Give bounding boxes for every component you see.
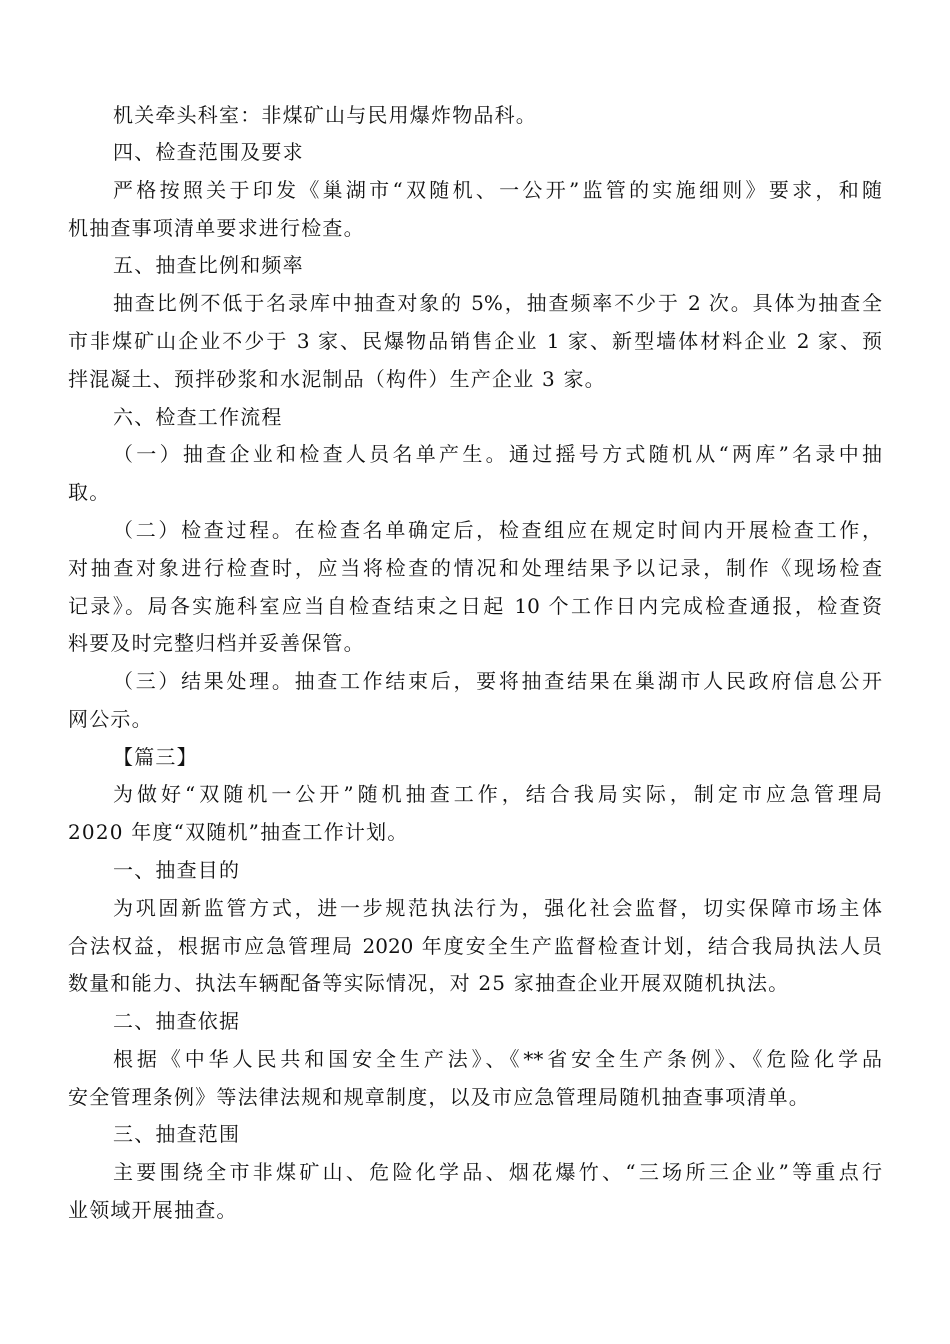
text-line: 主要围绕全市非煤矿山、危险化学品、烟花爆竹、“三场所三企业”等重点行 — [113, 1160, 882, 1184]
text-line: 为做好“双随机一公开”随机抽查工作，结合我局实际，制定市应急管理局 — [113, 782, 882, 806]
section-heading: 四、检查范围及要求 — [113, 140, 304, 164]
text-line: 取。 — [68, 480, 111, 504]
text-line: 机抽查事项清单要求进行检查。 — [68, 216, 365, 240]
text-line: 市非煤矿山企业不少于 3 家、民爆物品销售企业 1 家、新型墙体材料企业 2 家、预 — [68, 329, 882, 353]
section-heading: 一、抽查目的 — [113, 858, 241, 882]
text-line: 安全管理条例》等法律法规和规章制度，以及市应急管理局随机抽查事项清单。 — [68, 1085, 810, 1109]
text-line: （三）结果处理。抽查工作结束后，要将抽查结果在巢湖市人民政府信息公开 — [113, 669, 882, 693]
text-line: （一）抽查企业和检查人员名单产生。通过摇号方式随机从“两库”名录中抽 — [113, 442, 882, 466]
section-heading: 三、抽查范围 — [113, 1122, 241, 1146]
text-line: 2020 年度“双随机”抽查工作计划。 — [68, 820, 409, 844]
text-line: 料要及时完整归档并妥善保管。 — [68, 631, 365, 655]
text-line: 网公示。 — [68, 707, 153, 731]
text-line: 记录》。局各实施科室应当自检查结束之日起 10 个工作日内完成检查通报，检查资 — [68, 594, 882, 618]
text-line: 根据《中华人民共和国安全生产法》、《**省安全生产条例》、《危险化学品 — [113, 1047, 882, 1071]
section-heading: 六、检查工作流程 — [113, 405, 283, 429]
text-line: 为巩固新监管方式，进一步规范执法行为，强化社会监督，切实保障市场主体 — [113, 896, 882, 920]
text-line: 合法权益，根据市应急管理局 2020 年度安全生产监督检查计划，结合我局执法人员 — [68, 934, 882, 958]
text-line: 严格按照关于印发《巢湖市“双随机、一公开”监管的实施细则》要求，和随 — [113, 178, 882, 202]
text-line: 数量和能力、执法车辆配备等实际情况，对 25 家抽查企业开展双随机执法。 — [68, 971, 790, 995]
section-heading: 二、抽查依据 — [113, 1009, 241, 1033]
text-line: 机关牵头科室：非煤矿山与民用爆炸物品科。 — [113, 103, 537, 127]
text-line: （二）检查过程。在检查名单确定后，检查组应在规定时间内开展检查工作， — [113, 518, 882, 542]
part-heading: 【篇三】 — [113, 745, 198, 769]
section-heading: 五、抽查比例和频率 — [113, 253, 304, 277]
text-line: 拌混凝土、预拌砂浆和水泥制品（构件）生产企业 3 家。 — [68, 367, 606, 391]
text-line: 抽查比例不低于名录库中抽查对象的 5%，抽查频率不少于 2 次。具体为抽查全 — [113, 291, 882, 315]
text-line: 业领域开展抽查。 — [68, 1198, 238, 1222]
text-line: 对抽查对象进行检查时，应当将检查的情况和处理结果予以记录，制作《现场检查 — [68, 556, 882, 580]
